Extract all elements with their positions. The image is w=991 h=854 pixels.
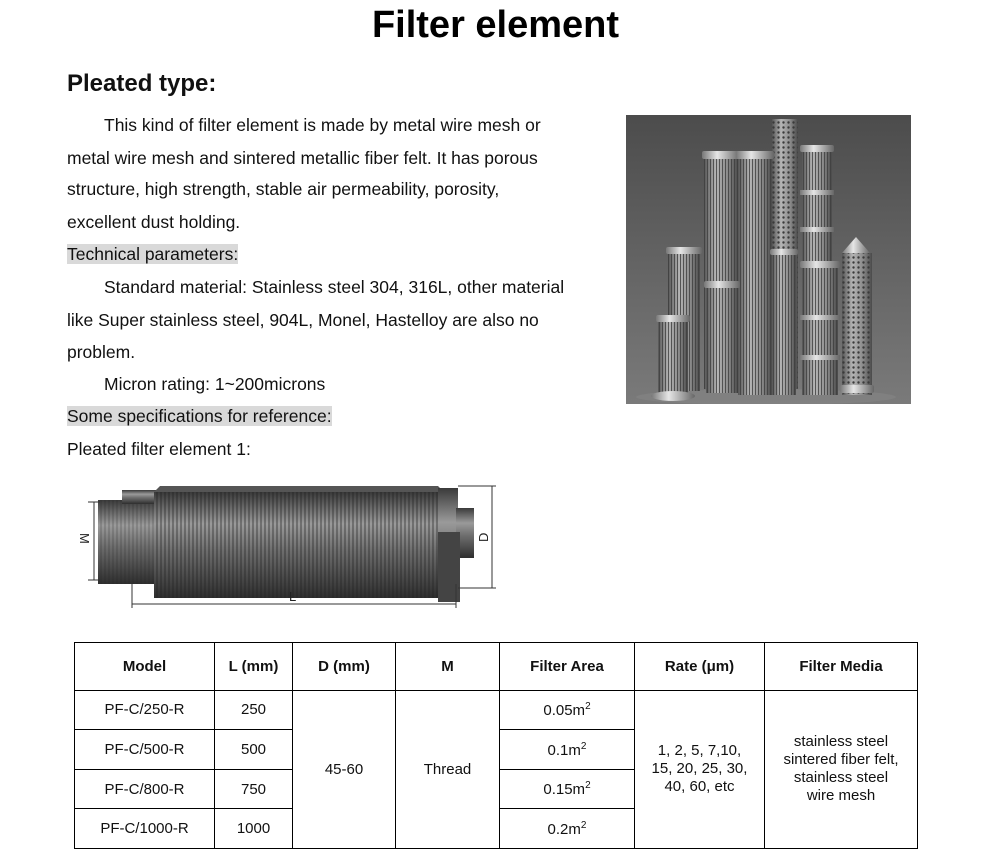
rate-line: 1, 2, 5, 7,10, [657, 742, 742, 760]
media-line: stainless steel [793, 769, 889, 787]
cell-filter-area [500, 730, 635, 770]
header-rate: Rate (μm) [635, 643, 765, 691]
cell-filter-area [500, 809, 635, 849]
dimension-label-m: M [77, 533, 92, 544]
media-line: wire mesh [806, 787, 876, 805]
cell-l: 1000 [215, 809, 293, 849]
material-line: problem. [67, 342, 136, 362]
cell-model: PF-C/800-R [75, 769, 215, 809]
dimension-label-d: D [476, 532, 491, 542]
cell-l: 750 [215, 769, 293, 809]
area-exponent: 2 [580, 740, 587, 752]
cell-m: Thread [396, 690, 500, 848]
rate-line: 40, 60, etc [664, 778, 735, 796]
filter-diagram [76, 480, 506, 612]
media-line: sintered fiber felt, [783, 751, 899, 769]
intro-line: metal wire mesh and sintered metallic fiber felt. It has porous [67, 148, 538, 168]
area-value: 0.1m [547, 741, 581, 759]
intro-line: structure, high strength, stable air permeability, porosity, [67, 179, 500, 199]
technical-parameters-heading: Technical parameters: [67, 244, 239, 264]
cell-l: 250 [215, 690, 293, 730]
cell-filter-area [500, 690, 635, 730]
material-line: like Super stainless steel, 904L, Monel, Hastelloy are also no [67, 310, 539, 330]
cell-l: 500 [215, 730, 293, 770]
specifications-heading: Some specifications for reference: [67, 406, 332, 426]
area-exponent: 2 [585, 700, 591, 712]
dimension-label-l: L [289, 589, 297, 604]
cell-model: PF-C/500-R [75, 730, 215, 770]
specifications-table [74, 642, 918, 849]
header-l: L (mm) [215, 643, 293, 691]
area-value: 0.2m [547, 820, 581, 838]
rate-line: 15, 20, 25, 30, [651, 760, 748, 778]
header-d: D (mm) [293, 643, 396, 691]
section-title: Pleated type: [67, 70, 217, 97]
header-filter-area: Filter Area [500, 643, 635, 691]
header-m: M [396, 643, 500, 691]
header-model: Model [75, 643, 215, 691]
material-line: Standard material: Stainless steel 304, 316L, other material [104, 277, 565, 297]
cell-d: 45-60 [293, 690, 396, 848]
area-value: 0.05m [543, 701, 586, 719]
intro-line: excellent dust holding. [67, 212, 241, 232]
cell-filter-area [500, 769, 635, 809]
header-filter-media: Filter Media [765, 643, 918, 691]
page-title: Filter element [371, 4, 620, 46]
cell-model: PF-C/250-R [75, 690, 215, 730]
area-exponent: 2 [580, 819, 587, 831]
element-label: Pleated filter element 1: [67, 439, 251, 459]
area-exponent: 2 [585, 780, 591, 792]
cell-model: PF-C/1000-R [75, 809, 215, 849]
product-photo [626, 115, 911, 404]
media-line: stainless steel [793, 733, 889, 751]
cell-rate [635, 690, 765, 848]
table-header-row [75, 643, 918, 691]
micron-rating: Micron rating: 1~200microns [104, 374, 326, 394]
intro-line: This kind of filter element is made by metal wire mesh or [104, 115, 541, 135]
table-row [75, 690, 918, 730]
cell-filter-media [765, 690, 918, 848]
area-value: 0.15m [543, 781, 586, 799]
